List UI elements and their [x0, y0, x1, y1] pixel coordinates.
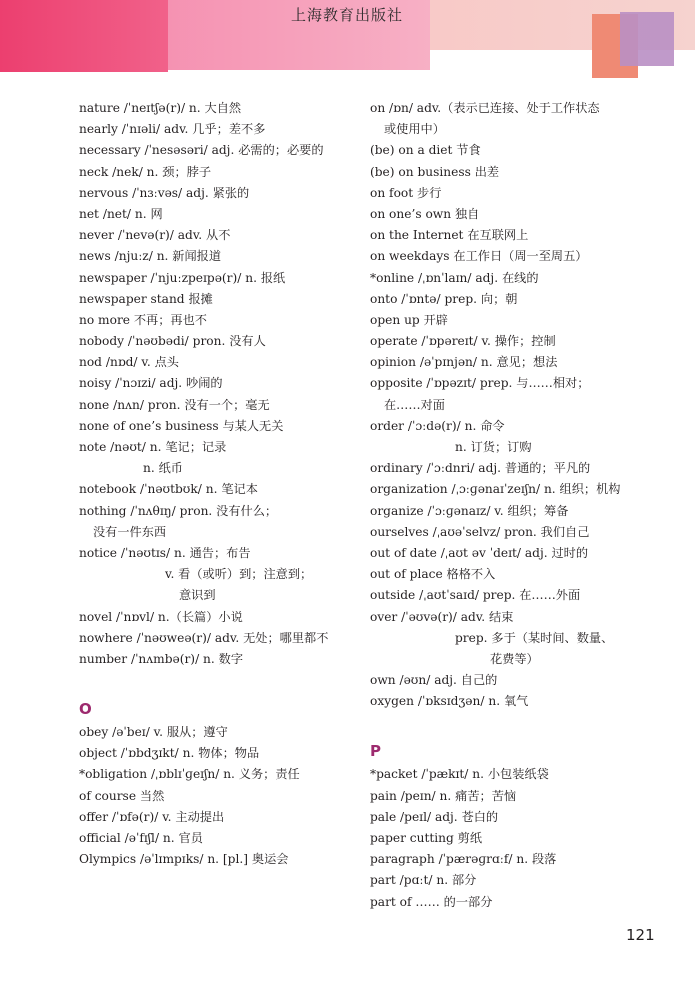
- header-decoration-pink: [0, 0, 168, 72]
- glossary-entry: note /nəʊt/ n. 笔记；记录: [79, 440, 227, 454]
- glossary-entry-continuation: n. 订货；订购: [455, 440, 532, 454]
- section-letter: O: [79, 700, 92, 719]
- glossary-entry: neck /nek/ n. 颈；脖子: [79, 164, 212, 179]
- glossary-entry: notebook /ˈnəʊtbʊk/ n. 笔记本: [79, 482, 258, 497]
- glossary-entry: notice /ˈnəʊtɪs/ n. 通告；布告: [79, 545, 251, 560]
- left-column: [79, 98, 354, 870]
- glossary-entry: out of date /ˌaʊt əv ˈdeɪt/ adj. 过时的: [370, 545, 589, 560]
- glossary-entry: *packet /ˈpækɪt/ n. 小包装纸袋: [370, 767, 549, 782]
- glossary-entry: on foot 步行: [370, 185, 442, 200]
- glossary-entry: part of …… 的一部分: [370, 894, 493, 909]
- glossary-entry: own /əʊn/ adj. 自己的: [370, 673, 498, 688]
- publisher-name: 上海教育出版社: [291, 6, 404, 24]
- glossary-entry: *obligation /ˌɒblɪˈɡeɪʃn/ n. 义务；责任: [79, 767, 300, 782]
- glossary-entry: offer /ˈɒfə(r)/ v. 主动提出: [79, 809, 225, 824]
- glossary-entry: object /ˈɒbdʒɪkt/ n. 物体；物品: [79, 746, 260, 761]
- glossary-entry-continuation: 或使用中）: [384, 122, 445, 137]
- glossary-entry: official /əˈfɪʃl/ n. 官员: [79, 831, 203, 845]
- page-number: 121: [626, 926, 655, 944]
- glossary-entry: on the Internet 在互联网上: [370, 228, 529, 243]
- glossary-entry: novel /ˈnɒvl/ n.（长篇）小说: [79, 609, 243, 624]
- glossary-entry: none /nʌn/ pron. 没有一个；毫无: [79, 397, 270, 412]
- glossary-entry: operate /ˈɒpəreɪt/ v. 操作；控制: [370, 334, 556, 349]
- glossary-entry: newspaper stand 报摊: [79, 291, 213, 306]
- glossary-entry: ordinary /ˈɔːdnri/ adj. 普通的；平凡的: [370, 461, 591, 476]
- glossary-entry: obey /əˈbeɪ/ v. 服从；遵守: [79, 725, 228, 740]
- glossary-entry: no more 不再；再也不: [79, 312, 207, 327]
- glossary-entry: opinion /əˈpɪnjən/ n. 意见；想法: [370, 355, 558, 370]
- glossary-entry: part /pɑːt/ n. 部分: [370, 873, 477, 888]
- glossary-entry: nobody /ˈnəʊbədi/ pron. 没有人: [79, 334, 266, 349]
- glossary-entry: nature /ˈneɪtʃə(r)/ n. 大自然: [79, 101, 242, 115]
- glossary-entry-continuation: n. 纸币: [143, 461, 183, 476]
- glossary-entry: oxygen /ˈɒksɪdʒən/ n. 氧气: [370, 694, 529, 709]
- glossary-entry: onto /ˈɒntə/ prep. 向；朝: [370, 291, 518, 306]
- glossary-entry: pain /peɪn/ n. 痛苦；苦恼: [370, 788, 517, 803]
- glossary-entry: (be) on business 出差: [370, 164, 500, 179]
- right-column: [370, 98, 670, 913]
- glossary-entry: over /ˈəʊvə(r)/ adv. 结束: [370, 609, 514, 624]
- section-gap: [79, 670, 354, 692]
- glossary-entry-continuation: 在……对面: [384, 397, 445, 412]
- glossary-entry: nearly /ˈnɪəli/ adv. 几乎；差不多: [79, 122, 266, 137]
- glossary-entry: on one’s own 独自: [370, 206, 480, 221]
- glossary-entry: Olympics /əˈlɪmpɪks/ n. [pl.] 奥运会: [79, 852, 289, 867]
- glossary-entry: nervous /ˈnɜːvəs/ adj. 紧张的: [79, 185, 250, 200]
- glossary-entry: none of one’s business 与某人无关: [79, 418, 284, 433]
- glossary-entry: on weekdays 在工作日（周一至周五）: [370, 249, 588, 264]
- section-gap: [370, 712, 670, 734]
- glossary-entry: opposite /ˈɒpəzɪt/ prep. 与……相对；: [370, 376, 590, 391]
- glossary-entry: newspaper /ˈnjuːzpeɪpə(r)/ n. 报纸: [79, 270, 286, 285]
- glossary-entry: necessary /ˈnesəsəri/ adj. 必需的；必要的: [79, 143, 324, 158]
- glossary-entry: order /ˈɔːdə(r)/ n. 命令: [370, 418, 505, 433]
- glossary-entry: number /ˈnʌmbə(r)/ n. 数字: [79, 651, 244, 666]
- glossary-entry: paragraph /ˈpærəɡrɑːf/ n. 段落: [370, 852, 557, 867]
- glossary-entry: *online /ˌɒnˈlaɪn/ adj. 在线的: [370, 270, 539, 285]
- header-square-purple: [620, 12, 674, 66]
- glossary-entry: out of place 格格不入: [370, 567, 496, 582]
- glossary-entry: organize /ˈɔːɡənaɪz/ v. 组织；筹备: [370, 503, 569, 518]
- glossary-entry: of course 当然: [79, 788, 165, 803]
- glossary-entry-continuation: prep. 多于（某时间、数量、: [455, 630, 614, 645]
- glossary-entry: nothing /ˈnʌθɪŋ/ pron. 没有什么；: [79, 503, 278, 518]
- glossary-entry: never /ˈnevə(r)/ adv. 从不: [79, 228, 231, 243]
- glossary-entry: net /net/ n. 网: [79, 206, 163, 221]
- glossary-entry: paper cutting 剪纸: [370, 831, 483, 845]
- glossary-entry-continuation: 意识到: [179, 588, 216, 603]
- glossary-entry-continuation: 花费等）: [490, 651, 539, 666]
- glossary-entry: organization /ˌɔːɡənaɪˈzeɪʃn/ n. 组织；机构: [370, 482, 621, 497]
- glossary-entry: nod /nɒd/ v. 点头: [79, 355, 179, 370]
- section-letter: P: [370, 742, 381, 761]
- glossary-entry: noisy /ˈnɔɪzi/ adj. 吵闹的: [79, 376, 223, 391]
- glossary-entry: ourselves /ˌaʊəˈselvz/ pron. 我们自己: [370, 524, 590, 539]
- glossary-entry: pale /peɪl/ adj. 苍白的: [370, 809, 499, 824]
- glossary-entry: nowhere /ˈnəʊweə(r)/ adv. 无处；哪里都不: [79, 630, 329, 645]
- glossary-entry-continuation: v. 看（或听）到；注意到；: [165, 567, 313, 582]
- glossary-entry: open up 开辟: [370, 312, 448, 327]
- glossary-entry: outside /ˌaʊtˈsaɪd/ prep. 在……外面: [370, 588, 581, 603]
- glossary-entry: on /ɒn/ adv.（表示已连接、处于工作状态: [370, 101, 600, 115]
- glossary-entry: (be) on a diet 节食: [370, 143, 481, 158]
- glossary-entry-continuation: 没有一件东西: [93, 524, 167, 539]
- glossary-entry: news /njuːz/ n. 新闻报道: [79, 249, 222, 264]
